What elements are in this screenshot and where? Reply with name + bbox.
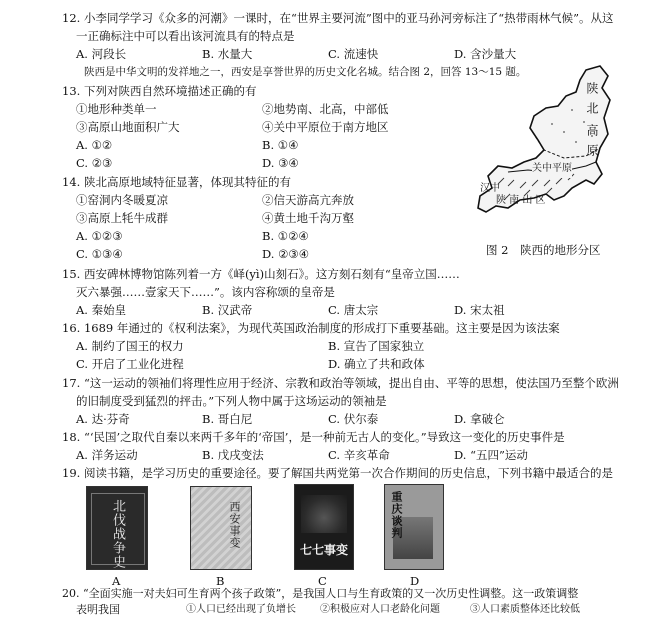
book-label-b: B (216, 574, 225, 588)
q17-stem-line1: 17. “这一运动的领袖们将理性应用于经济、宗教和政治等领域，提出自由、平等的思想，使法国乃至整个欧洲 (62, 376, 619, 390)
map-label-bei: 北 (585, 102, 599, 115)
map-svg (468, 62, 668, 242)
q16-option-a: A. 制约了国王的权力 (76, 339, 184, 353)
q20-stem-line1: 20. “全面实施一对夫妇可生育两个孩子政策”，是我国人口与生育政策的又一次历史性调整。这一政策调整 (62, 587, 579, 600)
q20-item-2: ②积极应对人口老龄化问题 (320, 604, 440, 615)
q12-option-d: D. 含沙量大 (454, 47, 517, 61)
book-label-a: A (112, 574, 121, 588)
q15-stem-line2: 灭六暴强……壹家天下……”。该内容称颂的皇帝是 (76, 285, 335, 299)
q20-stem-line2: 表明我国 (76, 603, 120, 616)
q12-stem-line2: 一正确标注中可以看出该河流具有的特点是 (76, 29, 295, 43)
q18-option-a: A. 洋务运动 (76, 448, 138, 462)
map-label-yuan: 原 (585, 144, 599, 157)
q16-option-c: C. 开启了工业化进程 (76, 357, 184, 371)
map-label-guanzhong: 关中平原 (532, 160, 572, 178)
q18-option-d: D. “五四”运动 (454, 448, 528, 462)
q13-item-4: ④关中平原位于南方地区 (262, 120, 389, 134)
q13-stem: 13. 下列对陕西自然环境描述正确的有 (62, 84, 257, 98)
book-label-c: C (318, 574, 327, 588)
q17-option-a: A. 达·芬奇 (76, 412, 130, 426)
q13-option-c: C. ②③ (76, 156, 113, 170)
q14-stem: 14. 陕北高原地域特征显著，体现其特征的有 (62, 175, 291, 189)
q14-item-2: ②信天游高亢奔放 (262, 193, 354, 207)
q12-option-b: B. 水量大 (202, 47, 253, 61)
q19-stem: 19. 阅读书籍，是学习历史的重要途径。要了解国共两党第一次合作期间的历史信息，下列书籍中最适合的是 (62, 466, 613, 480)
book-b-title: 西安事变 (228, 501, 241, 549)
map-label-hanzhong: 汉中 (480, 183, 500, 194)
q14-item-4: ④黄土地千沟万壑 (262, 211, 354, 225)
q12-option-c: C. 流速快 (328, 47, 379, 61)
q15-option-a: A. 秦始皇 (76, 303, 127, 317)
book-cover-a (86, 486, 148, 570)
book-b-texture (191, 487, 251, 569)
q15-option-c: C. 唐太宗 (328, 303, 379, 317)
map-caption: 图 2 陕西的地形分区 (486, 243, 601, 257)
book-cover-b (190, 486, 252, 570)
q17-option-c: C. 伏尔泰 (328, 412, 379, 426)
q15-option-b: B. 汉武帝 (202, 303, 253, 317)
q17-stem-line2: 的旧制度受到猛烈的抨击。”下列人物中属于这场运动的领袖是 (76, 394, 387, 408)
book-cover-d (384, 484, 444, 570)
book-d-title: 重庆谈判 (390, 491, 403, 539)
q12-stem-line1: 12. 小李同学学习《众多的河潮》一课时，在“世界主要河流”图中的亚马孙河旁标注了“热带雨林气候”。从这 (62, 11, 614, 25)
q13-option-d: D. ③④ (262, 156, 299, 170)
book-cover-c (294, 484, 354, 570)
q17-option-d: D. 拿破仑 (454, 412, 505, 426)
q13-item-1: ①地形种类单一 (76, 102, 157, 116)
map-label-gao: 高 (585, 124, 599, 137)
book-c-title: 七七事变 (299, 543, 348, 557)
q14-item-3: ③高原上牦牛成群 (76, 211, 168, 225)
q20-item-3: ③人口素质整体还比较低 (470, 604, 580, 615)
q13-option-a: A. ①② (76, 138, 113, 152)
q16-option-b: B. 宣告了国家独立 (328, 339, 425, 353)
q14-option-d: D. ②③④ (262, 247, 310, 261)
q18-option-b: B. 戊戌变法 (202, 448, 264, 462)
book-a-title: 北伐战争史 (110, 499, 125, 569)
q14-option-c: C. ①③④ (76, 247, 123, 261)
q14-option-b: B. ①②④ (262, 229, 309, 243)
q17-option-b: B. 哥白尼 (202, 412, 253, 426)
q18-option-c: C. 辛亥革命 (328, 448, 390, 462)
q14-option-a: A. ①②③ (76, 229, 123, 243)
book-label-d: D (410, 574, 420, 588)
q13-option-b: B. ①④ (262, 138, 299, 152)
q16-option-d: D. 确立了共和政体 (328, 357, 425, 371)
q15-stem-line1: 15. 西安碑林博物馆陈列着一方《峄(yì)山刻石》。这方刻石刻有“皇帝立国…… (62, 267, 460, 281)
q20-item-1: ①人口已经出现了负增长 (186, 604, 296, 615)
map-label-shannan: 陕 南 山 区 (496, 195, 546, 206)
book-c-photo (301, 495, 347, 533)
q13-item-2: ②地势南、北高，中部低 (262, 102, 389, 116)
q13-item-3: ③高原山地面积广大 (76, 120, 180, 134)
q16-stem: 16. 1689 年通过的《权利法案》，为现代英国政治制度的形成打下重要基础。这主要是因为该法案 (62, 321, 560, 335)
section-intro: 陕西是中华文明的发祥地之一，西安是享誉世界的历史文化名城。结合图 2，回答 13～15 题。 (84, 66, 527, 78)
q15-option-d: D. 宋太祖 (454, 303, 505, 317)
map-label-shaan: 陕 (585, 82, 599, 95)
q12-option-a: A. 河段长 (76, 47, 127, 61)
shaanxi-terrain-map (468, 62, 668, 258)
q18-stem: 18. “‘民国’之取代自秦以来两千多年的‘帝国’，是一种前无古人的变化。”导致这一变化的历史事件是 (62, 430, 565, 444)
q14-item-1: ①窑洞内冬暖夏凉 (76, 193, 168, 207)
